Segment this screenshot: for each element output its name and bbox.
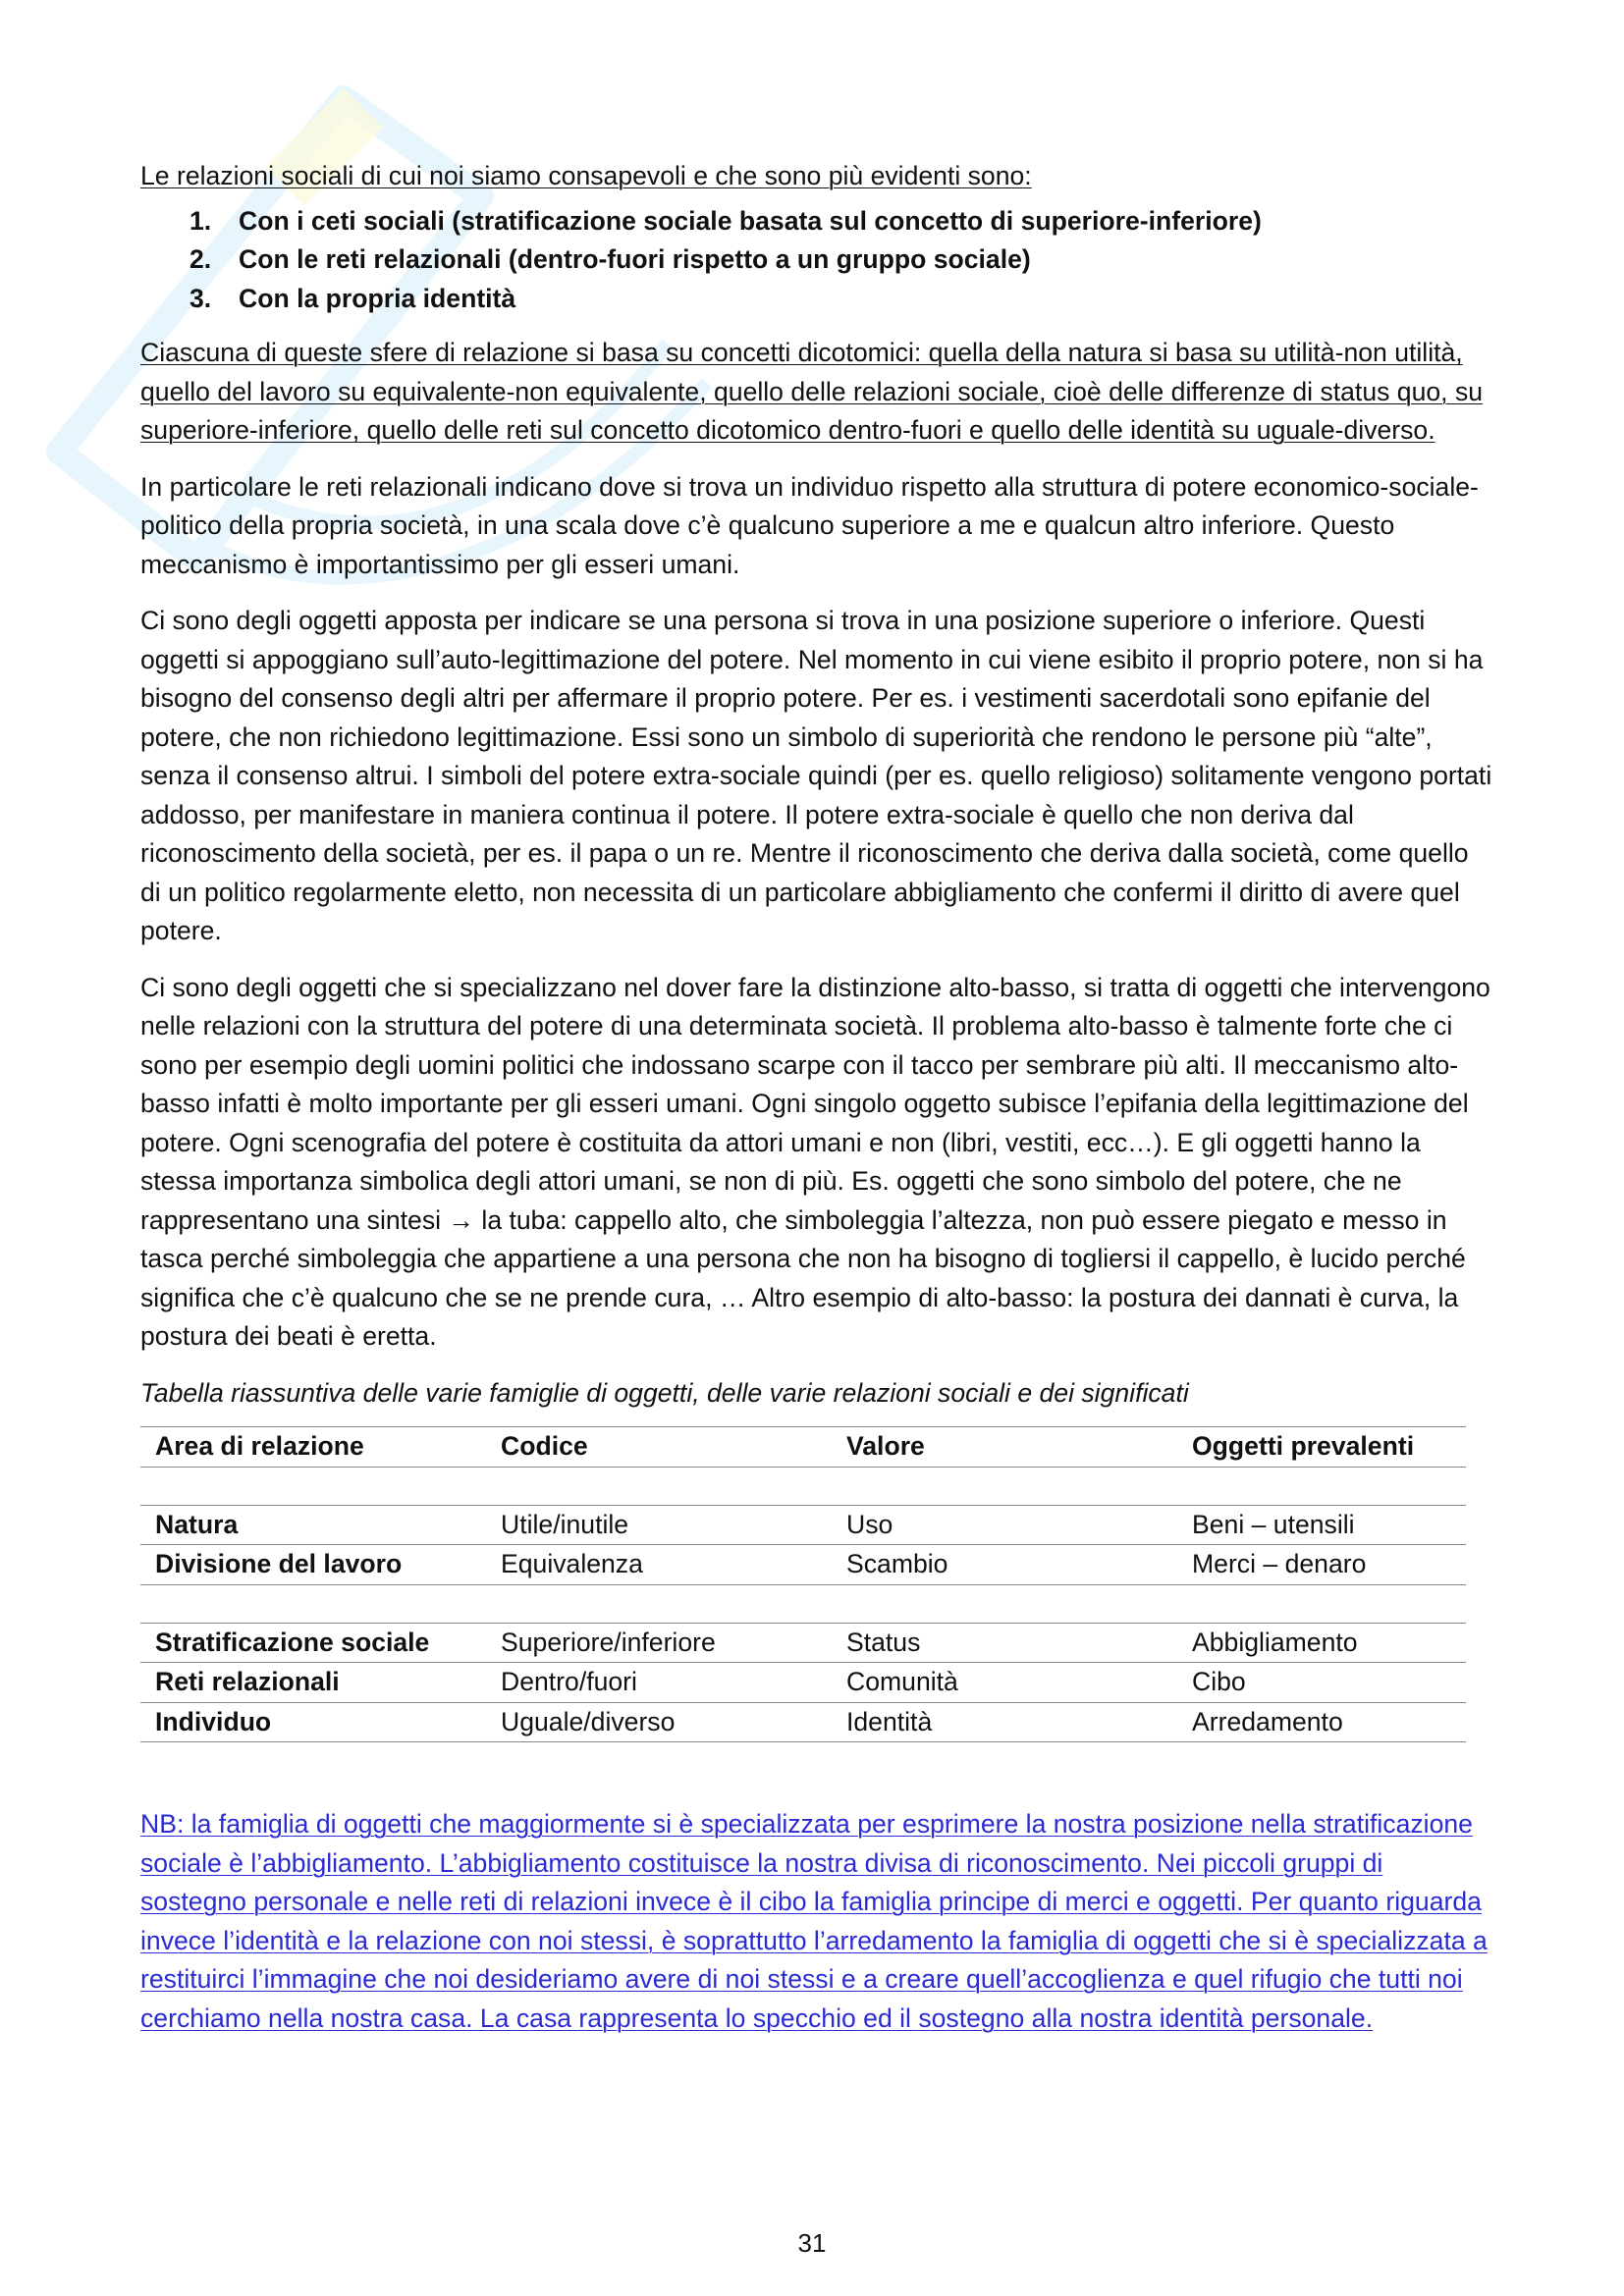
page-number: 31 bbox=[797, 2228, 827, 2258]
list-number: 2. bbox=[189, 244, 212, 274]
table-cell: Superiore/inferiore bbox=[486, 1623, 832, 1663]
table-caption: Tabella riassuntiva delle varie famiglie di oggetti, delle varie relazioni sociali e dei significati bbox=[140, 1377, 1189, 1408]
table-header-cell: Valore bbox=[832, 1427, 1177, 1468]
table-row bbox=[140, 1505, 1466, 1545]
table-cell: Divisione del lavoro bbox=[140, 1545, 486, 1585]
table-cell: Status bbox=[832, 1623, 1177, 1663]
list-item bbox=[140, 202, 1495, 241]
table-row bbox=[140, 1623, 1466, 1663]
table-cell: Comunità bbox=[832, 1663, 1177, 1703]
list-number: 3. bbox=[189, 283, 212, 313]
table-cell: Arredamento bbox=[1177, 1702, 1466, 1742]
table-cell: Natura bbox=[140, 1505, 486, 1545]
paragraph-networks: In particolare le reti relazionali indicano dove si trova un individuo rispetto alla struttura di potere economico-sociale-politico della propria società, in una scala dove c’è qualcuno superiore a me e qualcun altro inferiore. Questo meccanismo è importantissimo per gli esseri umani. bbox=[140, 471, 1479, 579]
table-cell: Equivalenza bbox=[486, 1545, 832, 1585]
paragraph-power-objects: Ci sono degli oggetti apposta per indicare se una persona si trova in una posizione superiore o inferiore. Questi oggetti si appoggiano sull’auto-legittimazione del potere. Nel momento in cui viene esibito il proprio potere, non si ha bisogno del consenso degli altri per affermare il proprio potere. Per es. i vestimenti sacerdotali sono epifanie del potere, che non richiedono legittimazione. Essi sono un simbolo di superiorità che rendono le persone più “alte”, senza il consenso altrui. I simboli del potere extra-sociale quindi (per es. quello religioso) solitamente vengono portati addosso, per manifestare in maniera continua il potere. Il potere extra-sociale è quello che non deriva dal riconoscimento della società, per es. il papa o un re. Mentre il riconoscimento che deriva dalla società, come quello di un politico regolarmente eletto, non necessita di un particolare abbigliamento che confermi il diritto di avere quel potere. bbox=[140, 606, 1492, 945]
document-body bbox=[140, 157, 1495, 2038]
list-item bbox=[140, 240, 1495, 280]
table-cell: Dentro/fuori bbox=[486, 1663, 832, 1703]
table-cell: Individuo bbox=[140, 1702, 486, 1742]
table-row bbox=[140, 1545, 1466, 1585]
list-item-text: Con la propria identità bbox=[239, 283, 516, 313]
list-item-text: Con le reti relazionali (dentro-fuori rispetto a un gruppo sociale) bbox=[239, 244, 1031, 274]
table-header-cell: Codice bbox=[486, 1427, 832, 1468]
relations-list bbox=[140, 202, 1495, 319]
table-spacer-row bbox=[140, 1467, 1466, 1505]
table-header-cell: Area di relazione bbox=[140, 1427, 486, 1468]
table-cell: Abbigliamento bbox=[1177, 1623, 1466, 1663]
table-cell: Merci – denaro bbox=[1177, 1545, 1466, 1585]
table-cell: Uguale/diverso bbox=[486, 1702, 832, 1742]
table-cell: Scambio bbox=[832, 1545, 1177, 1585]
table-spacer-row bbox=[140, 1584, 1466, 1623]
table-row bbox=[140, 1702, 1466, 1742]
table-cell: Stratificazione sociale bbox=[140, 1623, 486, 1663]
intro-line: Le relazioni sociali di cui noi siamo consapevoli e che sono più evidenti sono: bbox=[140, 161, 1032, 190]
table-row bbox=[140, 1663, 1466, 1703]
table-cell: Cibo bbox=[1177, 1663, 1466, 1703]
list-number: 1. bbox=[189, 205, 212, 236]
summary-table bbox=[140, 1426, 1466, 1742]
table-cell: Reti relazionali bbox=[140, 1663, 486, 1703]
paragraph-dichotomies: Ciascuna di queste sfere di relazione si basa su concetti dicotomici: quella della natura si basa su utilità-non utilità, quello del lavoro su equivalente-non equivalente, quello delle relazioni sociale, cioè delle differenze di status quo, su superiore-inferiore, quello delle reti sul concetto dicotomico dentro-fuori e quello delle identità su uguale-diverso. bbox=[140, 338, 1484, 445]
table-cell: Utile/inutile bbox=[486, 1505, 832, 1545]
table-header-row bbox=[140, 1427, 1466, 1468]
nb-note: NB: la famiglia di oggetti che maggiormente si è specializzata per esprimere la nostra posizione nella stratificazione sociale è l’abbigliamento. L’abbigliamento costituisce la nostra divisa di riconoscimento. Nei piccoli gruppi di sostegno personale e nelle reti di relazioni invece è il cibo la famiglia principe di merci e oggetti. Per quanto riguarda invece l’identità e la relazione con noi stessi, è soprattutto l’arredamento la famiglia di oggetti che si è specializzata a restituirci l’immagine che noi desideriamo avere di noi stessi e a creare quell’accoglienza e quel rifugio che tutti noi cerchiamo nella nostra casa. La casa rappresenta lo specchio ed il sostegno alla nostra identità personale. bbox=[140, 1809, 1488, 2033]
table-cell: Beni – utensili bbox=[1177, 1505, 1466, 1545]
paragraph-high-low: Ci sono degli oggetti che si specializzano nel dover fare la distinzione alto-basso, si tratta di oggetti che intervengono nelle relazioni con la struttura del potere di una determinata società. Il problema alto-basso è talmente forte che ci sono per esempio degli uomini politici che indossano scarpe con il tacco per sembrare più alti. Il meccanismo alto-basso infatti è molto importante per gli esseri umani. Ogni singolo oggetto subisce l’epifania della legittimazione del potere. Ogni scenografia del potere è costituita da attori umani e non (libri, vestiti, ecc…). E gli oggetti hanno la stessa importanza simbolica degli attori umani, se non di più. Es. oggetti che sono simbolo del potere, che ne rappresentano una sintesi → la tuba: cappello alto, che simboleggia l’altezza, non può essere piegato e messo in tasca perché simboleggia che appartiene a una persona che non ha bisogno di togliersi il cappello, è lucido perché significa che c’è qualcuno che se ne prende cura, … Altro esempio di alto-basso: la postura dei dannati è curva, la postura dei beati è eretta. bbox=[140, 972, 1490, 1351]
table-cell: Uso bbox=[832, 1505, 1177, 1545]
list-item-text: Con i ceti sociali (stratificazione sociale basata sul concetto di superiore-inferiore) bbox=[239, 205, 1262, 236]
table-cell: Identità bbox=[832, 1702, 1177, 1742]
table-header-cell: Oggetti prevalenti bbox=[1177, 1427, 1466, 1468]
list-item bbox=[140, 280, 1495, 319]
